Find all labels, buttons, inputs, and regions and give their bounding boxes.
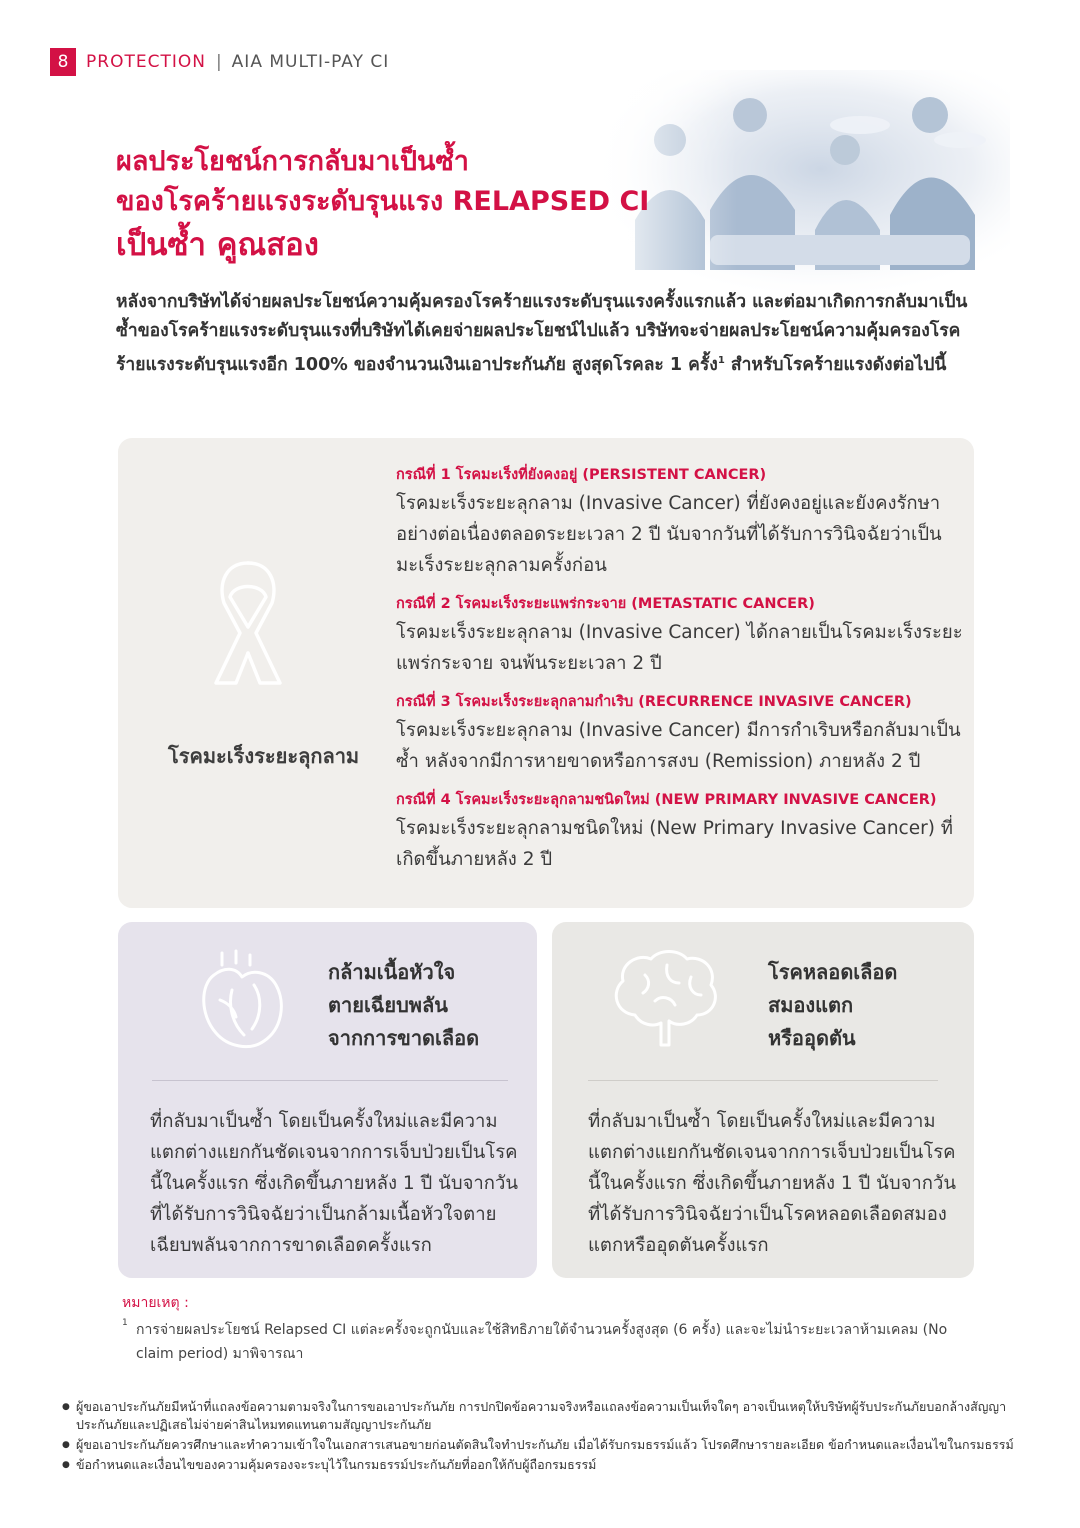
surgery-photo bbox=[590, 70, 1010, 290]
page-title bbox=[116, 142, 649, 268]
cancer-label: โรคมะเร็งระยะลุกลาม bbox=[168, 744, 360, 768]
ribbon-icon bbox=[196, 555, 301, 690]
case-body: โรคมะเร็งระยะลุกลาม (Invasive Cancer) ที่ยังคงอยู่และยังคงรักษาอย่างต่อเนื่องตลอดระยะเวลา 2 ปี นับจากวันที่ได้รับการวินิจฉัยว่าเป็นมะเร็งระยะลุกลามครั้งก่อน bbox=[396, 493, 942, 576]
case-body: โรคมะเร็งระยะลุกลามชนิดใหม่ (New Primary Invasive Cancer) ที่เกิดขึ้นภายหลัง 2 ปี bbox=[396, 818, 954, 870]
stroke-label-line: โรคหลอดเลือด bbox=[768, 960, 898, 984]
heart-description: ที่กลับมาเป็นซ้ำ โดยเป็นครั้งใหม่และมีความแตกต่างแยกกันชัดเจนจากการเจ็บป่วยเป็นโรคนี้ในครั้งแรก ซึ่งเกิดขึ้นภายหลัง 1 ปี นับจากวันที่ได้รับการวินิจฉัยว่าเป็นกล้ามเนื้อหัวใจตายเฉียบพลันจากการขาดเลือดครั้งแรก bbox=[150, 1111, 519, 1256]
heart-label-line: ตายเฉียบพลัน bbox=[328, 993, 448, 1017]
section-title: PROTECTION bbox=[86, 52, 206, 72]
case-title: กรณีที่ 2 โรคมะเร็งระยะแพร่กระจาย (METASTATIC CANCER) bbox=[396, 596, 815, 612]
divider bbox=[152, 1080, 508, 1081]
divider bbox=[588, 1080, 938, 1081]
heart-label bbox=[328, 956, 479, 1055]
intro-tail: สำหรับโรคร้ายแรงดังต่อไปนี้ bbox=[724, 354, 947, 375]
cancer-cases bbox=[396, 462, 966, 885]
case-title: กรณีที่ 4 โรคมะเร็งระยะลุกลามชนิดใหม่ (NEW PRIMARY INVASIVE CANCER) bbox=[396, 792, 937, 808]
product-name: AIA MULTI-PAY CI bbox=[231, 52, 390, 72]
stroke-label-line: สมองแตก bbox=[768, 993, 854, 1017]
disclaimer-item: ● ผู้ขอเอาประกันภัยมีหน้าที่แถลงข้อความตามจริงในการขอเอาประกันภัย การปกปิดข้อความจริงหรือแถลงข้อความเป็นเท็จใดๆ อาจเป็นเหตุให้บริษัทผู้รับประกันภัยบอกล้างสัญญาประกันภัยและปฏิเสธไม่จ่ายค่าสินไหมทดแทนตามสัญญาประกันภัย bbox=[62, 1398, 1022, 1434]
intro-text: หลังจากบริษัทได้จ่ายผลประโยชน์ความคุ้มครองโรคร้ายแรงระดับรุนแรงครั้งแรกแล้ว และต่อมาเกิดการกลับมาเป็นซ้ำของโรคร้ายแรงระดับรุนแรงที่บริษัทได้เคยจ่ายผลประโยชน์ไปแล้ว บริษัทจะจ่ายผลประโยชน์ความคุ้มครองโรคร้ายแรงระดับรุนแรงอีก 100% ของจำนวนเงินเอาประกันภัย สูงสุดโรคละ 1 ครั้ง bbox=[116, 292, 968, 375]
header-separator: | bbox=[215, 52, 222, 72]
stroke-description: ที่กลับมาเป็นซ้ำ โดยเป็นครั้งใหม่และมีความแตกต่างแยกกันชัดเจนจากการเจ็บป่วยเป็นโรคนี้ในครั้งแรก ซึ่งเกิดขึ้นภายหลัง 1 ปี นับจากวันที่ได้รับการวินิจฉัยว่าเป็นโรคหลอดเลือดสมองแตกหรืออุดตันครั้งแรก bbox=[588, 1111, 957, 1256]
case-item bbox=[396, 787, 966, 875]
note-footnote-marker: 1 bbox=[122, 1318, 128, 1328]
page-header bbox=[50, 48, 389, 76]
intro-paragraph bbox=[116, 288, 986, 380]
case-body: โรคมะเร็งระยะลุกลาม (Invasive Cancer) ได้กลายเป็นโรคมะเร็งระยะแพร่กระจาย จนพ้นระยะเวลา 2 ปี bbox=[396, 622, 963, 674]
title-line-1: ผลประโยชน์การกลับมาเป็นซ้ำ bbox=[116, 146, 469, 177]
disclaimer-list bbox=[62, 1398, 1022, 1476]
case-title: กรณีที่ 3 โรคมะเร็งระยะลุกลามกำเริบ (RECURRENCE INVASIVE CANCER) bbox=[396, 694, 912, 710]
heart-icon bbox=[192, 945, 292, 1055]
page-number: 8 bbox=[50, 48, 76, 76]
title-line-3: เป็นซ้ำ คูณสอง bbox=[116, 227, 319, 263]
case-body: โรคมะเร็งระยะลุกลาม (Invasive Cancer) มีการกำเริบหรือกลับมาเป็นซ้ำ หลังจากมีการหายขาดหรือการสงบ (Remission) ภายหลัง 2 ปี bbox=[396, 720, 961, 772]
case-item bbox=[396, 591, 966, 679]
note-text: การจ่ายผลประโยชน์ Relapsed CI แต่ละครั้งจะถูกนับและใช้สิทธิภายใต้จำนวนครั้งสูงสุด (6 ครั้ง) และจะไม่นำระยะเวลาห้ามเคลม (No claim period) มาพิจารณา bbox=[136, 1322, 948, 1362]
note-heading: หมายเหตุ : bbox=[122, 1295, 189, 1311]
case-item bbox=[396, 462, 966, 581]
disclaimer-item: ● ข้อกำหนดและเงื่อนไขของความคุ้มครองจะระบุไว้ในกรมธรรม์ประกันภัยที่ออกให้กับผู้ถือกรมธรรม์ bbox=[62, 1456, 1022, 1474]
title-line-2: ของโรคร้ายแรงระดับรุนแรง RELAPSED CI bbox=[116, 186, 650, 217]
brain-icon bbox=[605, 945, 725, 1055]
stroke-label-line: หรืออุดตัน bbox=[768, 1026, 856, 1050]
case-item bbox=[396, 689, 966, 777]
case-title: กรณีที่ 1 โรคมะเร็งที่ยังคงอยู่ (PERSISTENT CANCER) bbox=[396, 467, 767, 483]
disclaimer-item: ● ผู้ขอเอาประกันภัยควรศึกษาและทำความเข้าใจในเอกสารเสนอขายก่อนตัดสินใจทำประกันภัย เมื่อได้รับกรมธรรม์แล้ว โปรดศึกษารายละเอียด ข้อกำหนดและเงื่อนไขในกรมธรรม์ bbox=[62, 1436, 1022, 1454]
heart-label-line: จากการขาดเลือด bbox=[328, 1026, 480, 1050]
heart-label-line: กล้ามเนื้อหัวใจ bbox=[328, 960, 456, 984]
stroke-label bbox=[768, 956, 897, 1055]
intro-footnote-ref: 1 bbox=[717, 355, 725, 366]
